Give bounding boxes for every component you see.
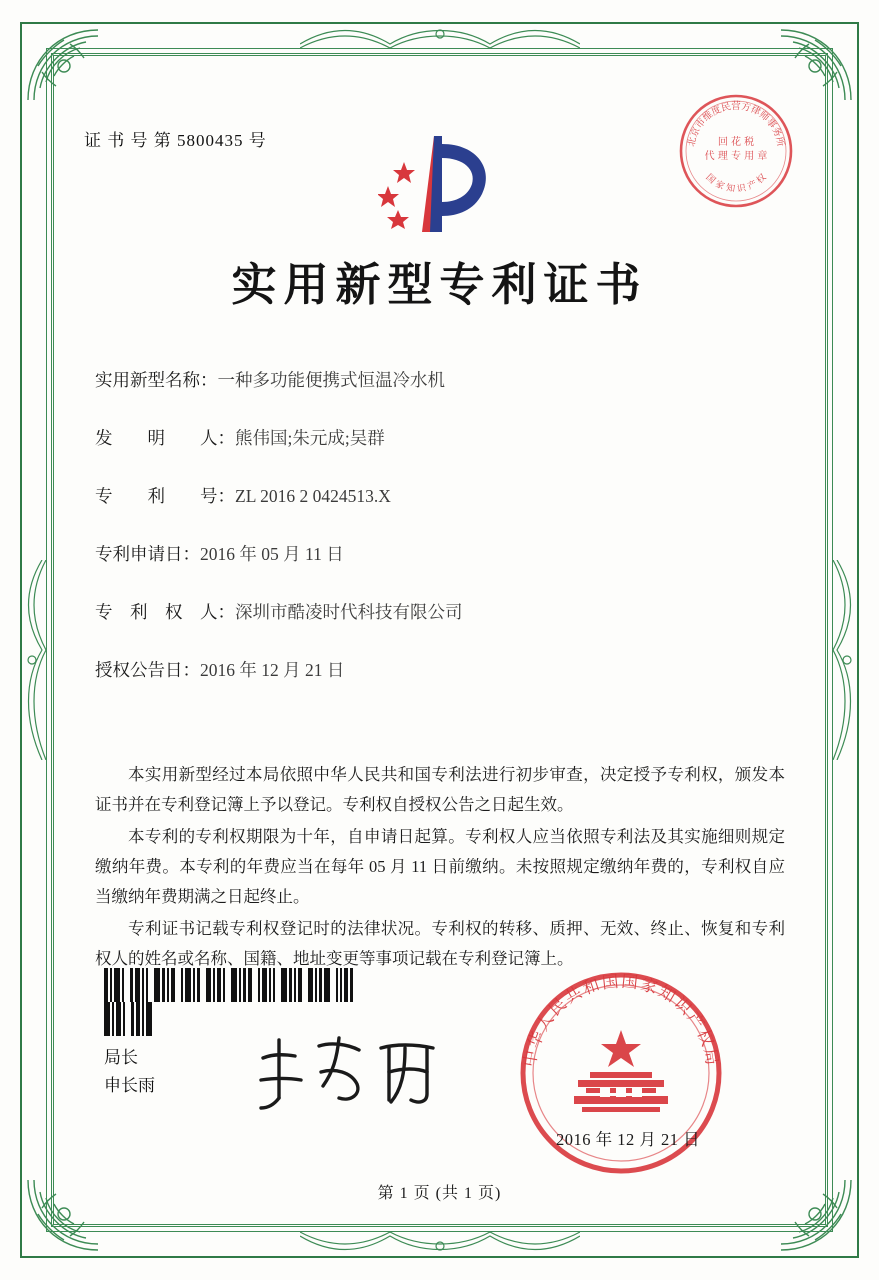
director-label: 局长: [104, 1048, 138, 1067]
field-patent-number: [95, 484, 795, 509]
edge-ornament-icon: [831, 560, 857, 760]
field-label: 专 利 号：: [95, 486, 235, 506]
field-value: 深圳市酷凌时代科技有限公司: [235, 602, 463, 622]
field-label: 实用新型名称：: [95, 370, 218, 390]
edge-ornament-icon: [22, 560, 48, 760]
svg-text:北京市维度民营方律师事务所: 北京市维度民营方律师事务所: [686, 101, 786, 148]
field-value: 2016 年 12 月 21 日: [200, 660, 345, 680]
corner-ornament-icon: [24, 26, 102, 104]
field-label: 授权公告日：: [95, 660, 200, 680]
director-name: 申长雨: [104, 1076, 155, 1095]
paragraph: 专利证书记载专利权登记时的法律状况。专利权的转移、质押、无效、终止、恢复和专利权人的姓名或名称、国籍、地址变更等事项记载在专利登记簿上。: [95, 919, 785, 968]
handwritten-signature: [255, 1028, 465, 1114]
certificate-number: [84, 126, 267, 151]
paragraph: 本专利的专利权期限为十年，自申请日起算。专利权人应当依照专利法及其实施细则规定缴纳年费。本专利的年费应当在每年 05 月 11 日前缴纳。未按照规定缴纳年费的，专利权自应当缴纳年费期满之日起终止。: [95, 827, 785, 906]
field-value: 熊伟国;朱元成;吴群: [235, 428, 385, 448]
page-title: 实用新型专利证书: [231, 258, 648, 311]
field-value: 一种多功能便携式恒温冷水机: [217, 370, 445, 390]
fields-block: [95, 368, 795, 716]
field-utility-model-name: [95, 368, 795, 393]
svg-text:回 花 税: 回 花 税: [717, 137, 755, 148]
svg-text:代 理 专 用 章: 代 理 专 用 章: [704, 151, 768, 162]
sipo-logo-icon: [378, 128, 498, 240]
page-footer: 第 1 页 (共 1 页): [377, 1185, 502, 1202]
paragraph: 本实用新型经过本局依照中华人民共和国专利法进行初步审查，决定授予专利权，颁发本证书并在专利登记簿上予以登记。专利权自授权公告之日起生效。: [95, 765, 785, 814]
director-block: [104, 1044, 155, 1100]
certificate-number-label: 证 书 号 第: [84, 131, 172, 150]
field-label: 专利申请日：: [95, 544, 200, 564]
barcode: [104, 968, 359, 1002]
field-inventor: [95, 426, 795, 451]
field-value: 2016 年 05 月 11 日: [200, 544, 344, 564]
certificate-number-suffix: 号: [248, 131, 267, 150]
field-application-date: [95, 542, 795, 567]
body-paragraphs: [95, 760, 785, 976]
edge-ornament-icon: [300, 1230, 580, 1256]
edge-ornament-icon: [300, 24, 580, 50]
field-label: 发 明 人：: [95, 428, 235, 448]
issue-date: 2016 年 12 月 21 日: [556, 1130, 701, 1149]
field-patentee: [95, 600, 795, 625]
field-label: 专 利 权 人：: [95, 602, 235, 622]
field-value: ZL 2016 2 0424513.X: [235, 486, 391, 506]
patent-agency-seal: [677, 92, 795, 210]
field-announcement-date: [95, 658, 795, 683]
certificate-number-value: 5800435: [177, 131, 244, 150]
svg-text:中华人民共和国国家知识产权局: 中华人民共和国国家知识产权局: [519, 971, 723, 1069]
svg-text:国 家 知 识 产 权: 国 家 知 识 产 权: [703, 172, 769, 195]
